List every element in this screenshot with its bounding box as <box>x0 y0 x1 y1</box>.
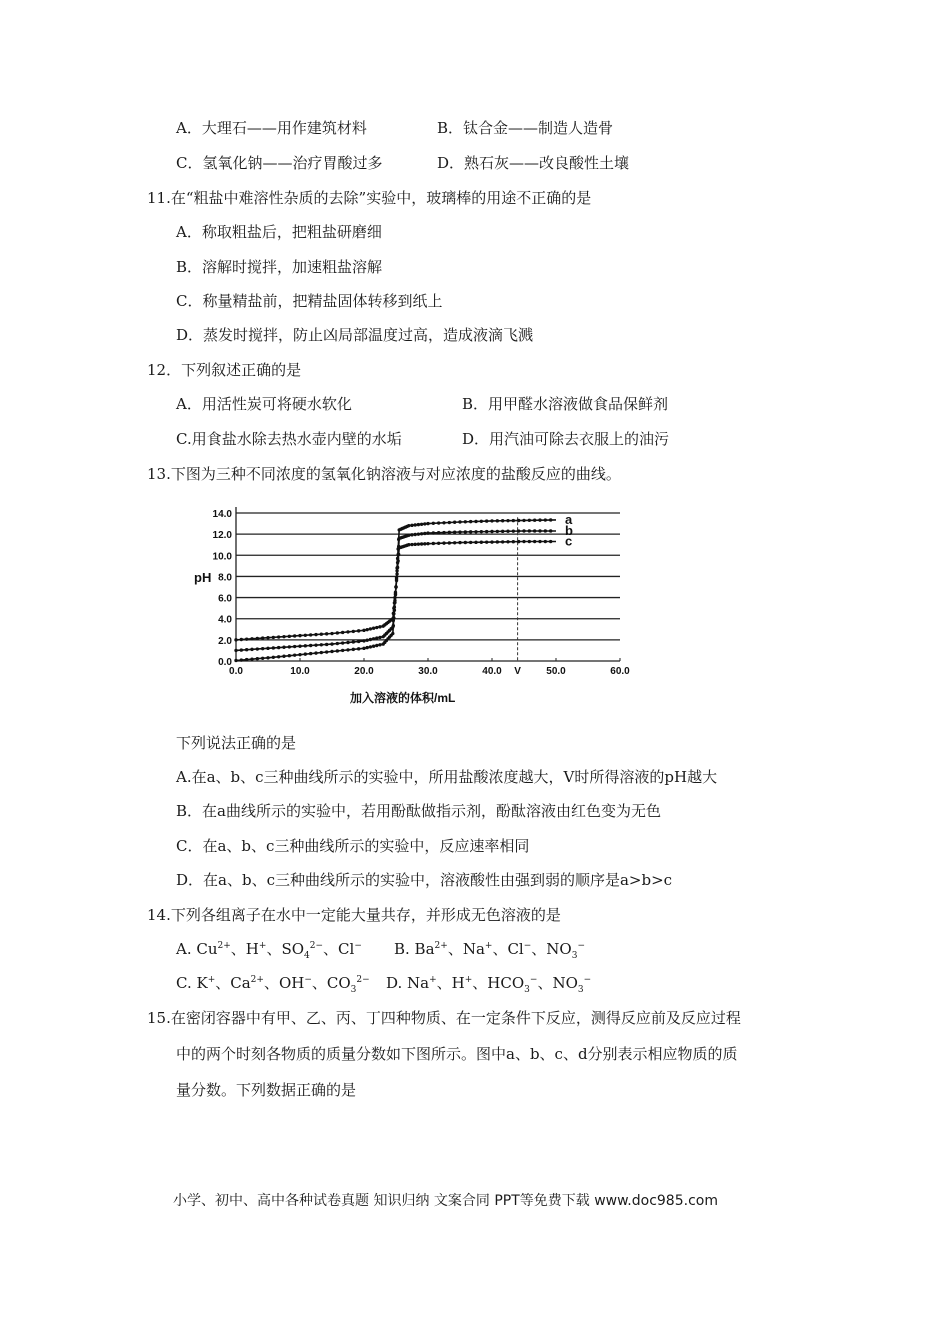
series-point-c <box>392 612 395 615</box>
series-point-c <box>453 541 456 544</box>
series-point-b <box>501 530 504 533</box>
series-point-c <box>330 632 333 635</box>
series-point-c <box>240 638 243 641</box>
series-point-b <box>250 648 253 651</box>
y-tick-label: 14.0 <box>212 509 232 520</box>
series-point-b <box>407 534 410 537</box>
series-point-c <box>396 566 399 569</box>
series-point-a <box>426 522 429 525</box>
series-label-a: a <box>565 511 573 527</box>
series-point-a <box>549 518 552 521</box>
series-point-a <box>369 645 372 648</box>
series-point-c <box>261 636 264 639</box>
series-point-c <box>277 635 280 638</box>
series-point-c <box>485 540 488 543</box>
series-point-c <box>397 553 400 556</box>
series-point-a <box>407 524 410 527</box>
series-point-c <box>458 541 461 544</box>
series-point-b <box>453 531 456 534</box>
x-tick-label: 20.0 <box>354 666 374 677</box>
series-point-a <box>528 519 531 522</box>
series-point-c <box>357 629 360 632</box>
series-point-c <box>298 634 301 637</box>
series-point-a <box>485 519 488 522</box>
series-point-a <box>357 647 360 650</box>
series-point-a <box>533 519 536 522</box>
series-point-b <box>277 646 280 649</box>
series-point-c <box>234 638 237 641</box>
q13-option-c: C．在a、b、c三种曲线所示的实验中，反应速率相同 <box>176 837 530 855</box>
series-point-c <box>352 630 355 633</box>
series-point-c <box>496 540 499 543</box>
series-point-a <box>372 645 375 648</box>
series-point-a <box>330 650 333 653</box>
q13-stem: 13.下图为三种不同浓度的氢氧化钠溶液与对应浓度的盐酸反应的曲线。 <box>147 465 621 483</box>
q10-option-b: B．钛合金——制造人造骨 <box>437 119 614 137</box>
x-tick-label: 30.0 <box>418 666 438 677</box>
series-point-b <box>357 640 360 643</box>
series-point-b <box>423 532 426 535</box>
page-footer: 小学、初中、高中各种试卷真题 知识归纳 文案合同 PPT等免费下载 www.doc985.com <box>173 1193 718 1209</box>
series-point-c <box>336 631 339 634</box>
series-point-c <box>362 629 365 632</box>
series-point-a <box>496 519 499 522</box>
series-point-b <box>288 645 291 648</box>
series-label-b: b <box>565 522 573 538</box>
q11-stem: 11.在“粗盐中难溶性杂质的去除”实验中，玻璃棒的用途不正确的是 <box>147 189 592 207</box>
series-point-c <box>341 631 344 634</box>
y-tick-label: 4.0 <box>218 614 232 626</box>
q14-stem: 14.下列各组离子在水中一定能大量共存，并形成无色溶液的是 <box>147 906 561 924</box>
series-point-a <box>250 657 253 660</box>
series-point-a <box>420 523 423 526</box>
series-point-b <box>517 529 520 532</box>
q10-option-d: D．熟石灰——改良酸性土壤 <box>437 154 630 172</box>
q13-sub-stem: 下列说法正确的是 <box>176 734 297 752</box>
series-point-c <box>437 542 440 545</box>
series-label-c: c <box>565 533 573 549</box>
series-point-c <box>391 617 394 620</box>
chart-grid <box>236 507 620 661</box>
series-point-c <box>394 591 397 594</box>
series-point-a <box>240 658 243 661</box>
series-point-b <box>417 532 420 535</box>
series-point-a <box>261 657 264 660</box>
series-point-a <box>442 521 445 524</box>
series-point-c <box>417 542 420 545</box>
series-point-b <box>426 531 429 534</box>
series-point-c <box>522 540 525 543</box>
series-point-c <box>282 635 285 638</box>
q12-option-c: C.用食盐水除去热水壶内壁的水垢 <box>176 430 402 448</box>
series-point-b <box>391 625 394 628</box>
series-point-b <box>369 638 372 641</box>
series-point-b <box>512 529 515 532</box>
series-point-c <box>394 585 397 588</box>
series-point-a <box>414 523 417 526</box>
series-point-b <box>469 530 472 533</box>
series-point-b <box>490 530 493 533</box>
series-point-c <box>442 541 445 544</box>
q10-option-a: A．大理石——用作建筑材料 <box>176 119 367 137</box>
q10-option-c: C．氢氧化钠——治疗胃酸过多 <box>176 154 383 172</box>
series-point-b <box>346 641 349 644</box>
series-point-c <box>256 637 259 640</box>
series-point-b <box>266 647 269 650</box>
series-point-a <box>437 521 440 524</box>
series-point-c <box>309 633 312 636</box>
series-point-b <box>480 530 483 533</box>
series-point-a <box>314 651 317 654</box>
q14-option-b: B. $Ba^{2+}$、Na+、Cl−、$NO_3^-$ <box>394 940 585 961</box>
series-point-a <box>464 520 467 523</box>
series-point-a <box>375 644 378 647</box>
series-point-c <box>314 633 317 636</box>
series-point-b <box>378 636 381 639</box>
series-point-c <box>250 637 253 640</box>
q14-option-a: A. $Cu^{2+}$、H+、$SO_4^{2-}$、Cl− <box>176 940 362 961</box>
series-point-a <box>320 651 323 654</box>
series-point-b <box>474 530 477 533</box>
series-point-c <box>392 606 395 609</box>
series-point-a <box>458 520 461 523</box>
q12-option-d: D．用汽油可除去衣服上的油污 <box>462 430 670 448</box>
series-point-c <box>293 634 296 637</box>
series-point-b <box>352 640 355 643</box>
ph-titration-chart <box>188 498 648 710</box>
series-point-a <box>341 649 344 652</box>
series-point-c <box>533 540 536 543</box>
series-point-c <box>474 541 477 544</box>
series-point-c <box>245 637 248 640</box>
series-point-a <box>304 652 307 655</box>
series-point-b <box>538 529 541 532</box>
series-point-b <box>330 642 333 645</box>
series-point-c <box>490 540 493 543</box>
series-point-b <box>458 530 461 533</box>
x-tick-label: 50.0 <box>546 666 566 677</box>
series-point-a <box>469 520 472 523</box>
series-point-c <box>366 628 369 631</box>
series-point-c <box>395 572 398 575</box>
series-point-b <box>325 643 328 646</box>
series-point-a <box>366 646 369 649</box>
series-point-c <box>320 633 323 636</box>
series-point-a <box>378 643 381 646</box>
series-point-c <box>480 541 483 544</box>
series-point-b <box>506 530 509 533</box>
x-tick-label: 10.0 <box>290 666 310 677</box>
series-point-b <box>437 531 440 534</box>
q13-option-a: A.在a、b、c三种曲线所示的实验中，所用盐酸浓度越大，V时所得溶液的pH越大 <box>176 768 718 786</box>
series-point-a <box>256 657 259 660</box>
series-point-b <box>410 533 413 536</box>
series-point-b <box>234 649 237 652</box>
q15-line-1: 15.在密闭容器中有甲、乙、丙、丁四种物质、在一定条件下反应，测得反应前及反应过程 <box>147 1009 741 1027</box>
y-axis-label: pH <box>194 570 212 585</box>
series-point-c <box>325 632 328 635</box>
series-point-c <box>469 541 472 544</box>
series-point-c <box>423 542 426 545</box>
series-point-a <box>417 523 420 526</box>
series-point-a <box>432 522 435 525</box>
series-point-c <box>272 636 275 639</box>
series-point-b <box>298 645 301 648</box>
y-tick-label: 12.0 <box>212 530 232 542</box>
series-point-c <box>378 625 381 628</box>
series-point-a <box>245 658 248 661</box>
series-point-b <box>240 648 243 651</box>
series-point-a <box>266 656 269 659</box>
series-point-c <box>372 627 375 630</box>
series-point-a <box>538 518 541 521</box>
series-point-c <box>426 542 429 545</box>
series-point-b <box>414 533 417 536</box>
series-point-a <box>453 521 456 524</box>
series-point-a <box>309 652 312 655</box>
series-point-a <box>391 632 394 635</box>
series-point-b <box>293 645 296 648</box>
series-point-c <box>393 601 396 604</box>
series-point-c <box>420 542 423 545</box>
series-point-a <box>298 653 301 656</box>
series-point-a <box>501 519 504 522</box>
series-point-a <box>234 659 237 662</box>
v-marker-label: V <box>514 666 521 677</box>
series-point-a <box>336 649 339 652</box>
series-point-b <box>549 529 552 532</box>
series-point-b <box>442 531 445 534</box>
series-point-b <box>256 647 259 650</box>
series-point-c <box>464 541 467 544</box>
series-point-b <box>261 647 264 650</box>
series-point-c <box>538 540 541 543</box>
series-point-a <box>288 654 291 657</box>
series-point-b <box>496 530 499 533</box>
series-point-b <box>528 529 531 532</box>
series-point-a <box>544 518 547 521</box>
series-point-b <box>282 646 285 649</box>
series-point-c <box>528 540 531 543</box>
series-point-a <box>490 519 493 522</box>
q14-option-c: C. K+、$Ca^{2+}$、OH−、$CO_3^{2-}$ <box>176 974 370 995</box>
series-point-c <box>501 540 504 543</box>
series-point-b <box>533 529 536 532</box>
series-point-a <box>506 519 509 522</box>
q11-option-a: A．称取粗盐后，把粗盐研磨细 <box>176 223 382 241</box>
q13-option-b: B．在a曲线所示的实验中，若用酚酞做指示剂，酚酞溶液由红色变为无色 <box>176 802 661 820</box>
series-point-b <box>336 642 339 645</box>
series-point-c <box>395 579 398 582</box>
series-point-c <box>369 627 372 630</box>
y-tick-label: 6.0 <box>218 593 232 605</box>
series-point-a <box>325 650 328 653</box>
series-point-c <box>517 540 520 543</box>
series-point-c <box>304 634 307 637</box>
series-point-b <box>432 531 435 534</box>
series-point-b <box>544 529 547 532</box>
x-tick-label: 40.0 <box>482 666 502 677</box>
q13-option-d: D．在a、b、c三种曲线所示的实验中，溶液酸性由强到弱的顺序是a>b>c <box>176 871 673 889</box>
q11-option-d: D．蒸发时搅拌，防止凶局部温度过高，造成液滴飞溅 <box>176 326 534 344</box>
series-point-a <box>362 647 365 650</box>
series-point-b <box>375 636 378 639</box>
series-point-c <box>346 630 349 633</box>
series-point-b <box>448 531 451 534</box>
q12-option-b: B．用甲醛水溶液做食品保鲜剂 <box>462 395 669 413</box>
y-tick-label: 2.0 <box>218 635 232 647</box>
series-point-b <box>314 643 317 646</box>
q15-line-2: 中的两个时刻各物质的质量分数如下图所示。图中a、b、c、d分别表示相应物质的质 <box>176 1045 738 1063</box>
series-point-c <box>288 635 291 638</box>
series-point-b <box>485 530 488 533</box>
series-point-a <box>282 655 285 658</box>
series-point-a <box>448 521 451 524</box>
series-point-a <box>480 520 483 523</box>
series-point-b <box>341 641 344 644</box>
series-point-a <box>277 655 280 658</box>
x-axis-label: 加入溶液的体积/mL <box>350 691 456 705</box>
series-point-c <box>393 596 396 599</box>
series-point-b <box>372 637 375 640</box>
q11-option-c: C．称量精盐前，把精盐固体转移到纸上 <box>176 292 443 310</box>
series-point-a <box>474 520 477 523</box>
series-point-a <box>512 519 515 522</box>
series-point-b <box>245 648 248 651</box>
series-point-a <box>517 519 520 522</box>
x-tick-label: 0.0 <box>229 666 243 677</box>
series-point-c <box>266 636 269 639</box>
series-point-c <box>410 543 413 546</box>
q11-option-b: B．溶解时搅拌，加速粗盐溶解 <box>176 258 383 276</box>
series-point-b <box>420 532 423 535</box>
series-point-a <box>346 648 349 651</box>
x-tick-label: 60.0 <box>610 666 630 677</box>
q12-stem: 12．下列叙述正确的是 <box>147 361 302 379</box>
q12-option-a: A．用活性炭可将硬水软化 <box>176 395 352 413</box>
series-point-a <box>423 522 426 525</box>
series-point-c <box>414 543 417 546</box>
y-tick-label: 8.0 <box>218 572 232 584</box>
series-point-c <box>396 559 399 562</box>
series-point-b <box>272 646 275 649</box>
series-point-c <box>448 541 451 544</box>
series-point-c <box>375 626 378 629</box>
series-point-b <box>309 644 312 647</box>
series-point-a <box>293 653 296 656</box>
series-point-a <box>272 656 275 659</box>
series-point-c <box>506 540 509 543</box>
series-point-c <box>407 543 410 546</box>
series-point-c <box>512 540 515 543</box>
series-point-c <box>549 540 552 543</box>
series-point-a <box>352 648 355 651</box>
series-point-b <box>320 643 323 646</box>
series-point-b <box>304 644 307 647</box>
y-tick-label: 10.0 <box>212 551 232 563</box>
series-point-c <box>432 542 435 545</box>
q15-line-3: 量分数。下列数据正确的是 <box>176 1081 357 1099</box>
q14-option-d: D. Na+、H+、$HCO_3^-$、$NO_3^-$ <box>386 974 592 995</box>
series-point-c <box>544 540 547 543</box>
y-tick-label: 0.0 <box>218 657 232 668</box>
series-point-a <box>410 524 413 527</box>
series-point-b <box>366 639 369 642</box>
series-point-a <box>522 519 525 522</box>
series-point-b <box>362 639 365 642</box>
series-point-b <box>522 529 525 532</box>
series-point-b <box>464 530 467 533</box>
